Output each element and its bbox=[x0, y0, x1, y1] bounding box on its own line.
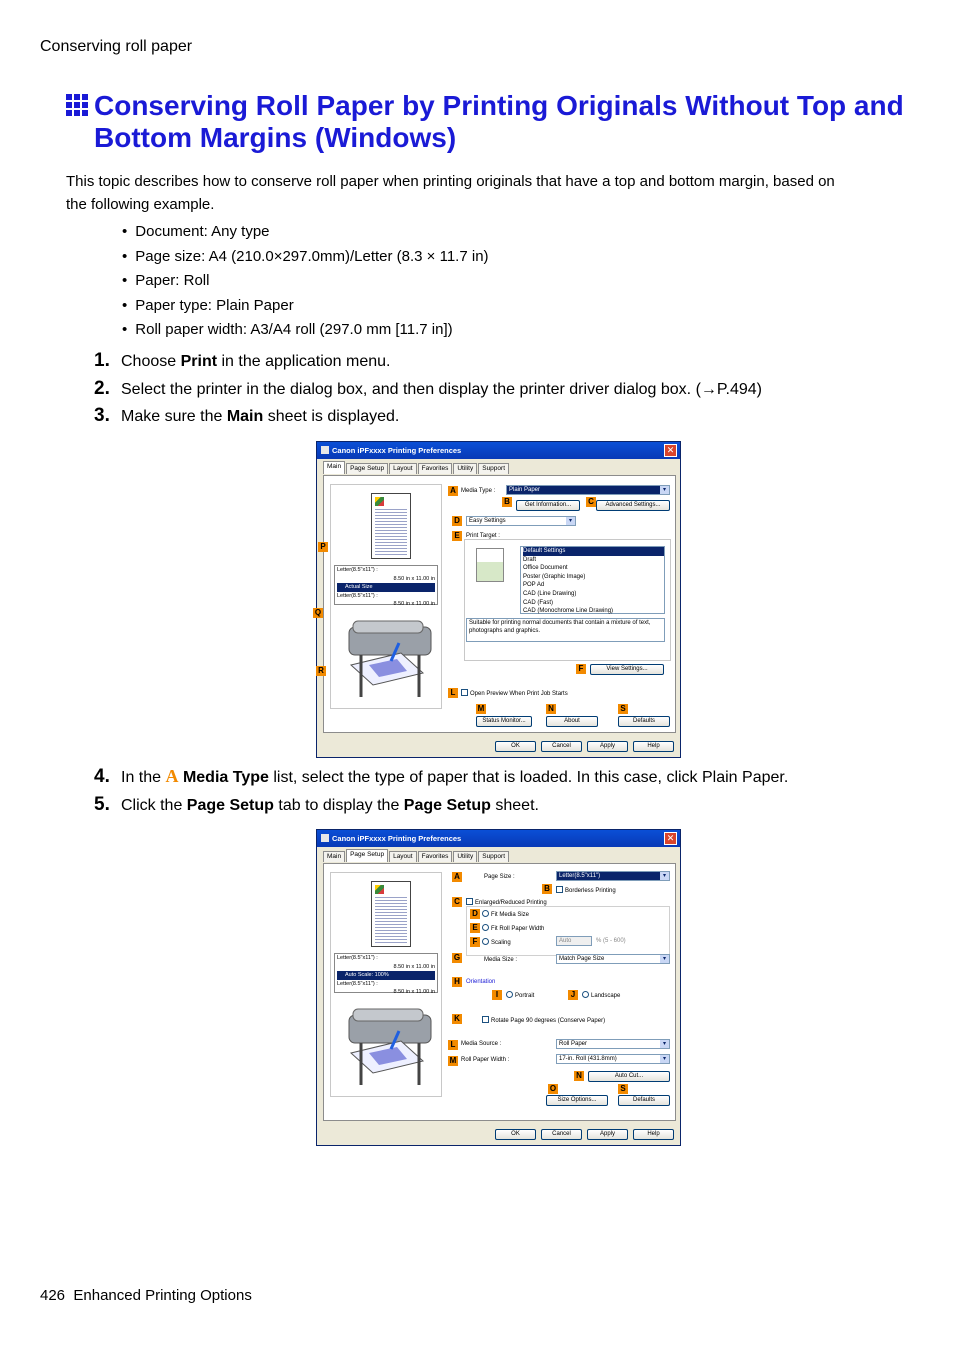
step-text: tab to display the bbox=[273, 797, 404, 814]
checkbox[interactable] bbox=[461, 689, 468, 696]
media-type-select[interactable] bbox=[506, 485, 670, 495]
step-text: Choose bbox=[121, 353, 181, 370]
preview-pane bbox=[330, 872, 442, 1097]
label-q: Q bbox=[314, 608, 322, 617]
page-footer bbox=[40, 1287, 252, 1304]
step-number: 1. bbox=[94, 350, 110, 371]
print-target-label: Print Target : bbox=[466, 533, 500, 539]
media-source-label: Media Source : bbox=[461, 1041, 502, 1047]
open-preview-checkbox[interactable] bbox=[461, 689, 568, 697]
media-size-select[interactable] bbox=[556, 954, 670, 964]
label-b: B bbox=[542, 884, 552, 894]
step-4 bbox=[94, 766, 788, 788]
step-number: 4. bbox=[94, 766, 110, 787]
printer-icon bbox=[321, 446, 329, 454]
size-options-button[interactable]: Size Options... bbox=[546, 1095, 608, 1106]
step-text: sheet. bbox=[490, 797, 539, 814]
callout-marker: A bbox=[165, 766, 179, 786]
label-c: C bbox=[586, 497, 596, 507]
checkbox[interactable] bbox=[482, 1016, 489, 1023]
dialog-title: Canon iPFxxxx Printing Preferences bbox=[332, 834, 462, 843]
apply-button[interactable]: Apply bbox=[587, 741, 628, 752]
cancel-button[interactable]: Cancel bbox=[541, 741, 582, 752]
step-text: sheet is displayed. bbox=[263, 408, 400, 425]
roll-width-label: Roll Paper Width : bbox=[461, 1057, 510, 1063]
radio[interactable] bbox=[582, 991, 589, 998]
printer-icon bbox=[321, 834, 329, 842]
fit-media-radio[interactable] bbox=[482, 910, 529, 918]
close-button[interactable]: ✕ bbox=[664, 832, 677, 845]
media-size-value: Match Page Size bbox=[559, 956, 605, 962]
defaults-button[interactable]: Defaults bbox=[618, 716, 670, 727]
running-header: Conserving roll paper bbox=[40, 38, 193, 55]
list-item: • Paper type: Plain Paper bbox=[120, 294, 489, 319]
roll-width-value: 17-in. Roll (431.8mm) bbox=[559, 1056, 617, 1062]
radio[interactable] bbox=[506, 991, 513, 998]
step-keyword: Page Setup bbox=[186, 797, 274, 814]
tab-strip bbox=[323, 463, 510, 474]
orientation-label: Orientation bbox=[466, 979, 496, 985]
page-title: Conserving Roll Paper by Printing Originals Without Top and Bottom Margins (Windows) bbox=[94, 90, 904, 153]
fit-roll-label: Fit Roll Paper Width bbox=[491, 926, 545, 932]
checkbox[interactable] bbox=[466, 898, 473, 905]
step-3 bbox=[94, 405, 399, 427]
label-l: L bbox=[448, 688, 458, 698]
tab-favorites[interactable]: Favorites bbox=[418, 463, 453, 474]
scaling-range: % (5 - 600) bbox=[596, 938, 626, 944]
tab-main[interactable]: Main bbox=[323, 851, 345, 862]
chevron-down-icon: ▾ bbox=[660, 872, 669, 880]
step-keyword: Page Setup bbox=[403, 797, 491, 814]
printer-illustration bbox=[341, 613, 437, 699]
step-text: Click the bbox=[121, 797, 187, 814]
advanced-settings-button[interactable]: Advanced Settings... bbox=[596, 500, 670, 511]
apply-button[interactable]: Apply bbox=[587, 1129, 628, 1140]
tab-utility[interactable]: Utility bbox=[453, 851, 477, 862]
media-source-value: Roll Paper bbox=[559, 1041, 588, 1047]
list-item: • Page size: A4 (210.0×297.0mm)/Letter (8.3 × 11.7 in) bbox=[120, 245, 489, 270]
label-f: F bbox=[576, 664, 586, 674]
landscape-radio[interactable] bbox=[582, 991, 620, 999]
label-p: P bbox=[318, 542, 328, 552]
list-item[interactable]: POP Ad bbox=[523, 582, 545, 589]
step-number: 2. bbox=[94, 378, 110, 399]
step-keyword: Main bbox=[226, 408, 264, 425]
label-m: M bbox=[477, 704, 485, 713]
tab-page-setup[interactable]: Page Setup bbox=[346, 463, 388, 474]
step-text: In the bbox=[121, 769, 166, 786]
enlarged-reduced-checkbox[interactable] bbox=[466, 898, 547, 906]
step-2 bbox=[94, 378, 762, 400]
tab-support[interactable]: Support bbox=[478, 463, 509, 474]
dialog-buttons bbox=[490, 741, 674, 752]
label-d: D bbox=[452, 516, 462, 526]
dialog-titlebar bbox=[317, 830, 680, 847]
rotate-label: Rotate Page 90 degrees (Conserve Paper) bbox=[491, 1018, 606, 1024]
tab-layout[interactable]: Layout bbox=[389, 463, 417, 474]
label-h: H bbox=[452, 977, 462, 987]
target-thumbnail bbox=[476, 548, 504, 582]
size-line: 8.50 in x 11.00 in bbox=[393, 989, 435, 995]
label-g: G bbox=[453, 953, 461, 962]
radio[interactable] bbox=[482, 910, 489, 917]
label-b: B bbox=[502, 497, 512, 507]
label-e: E bbox=[452, 531, 462, 541]
tab-favorites[interactable]: Favorites bbox=[418, 851, 453, 862]
page-setup-panel bbox=[323, 863, 676, 1121]
fit-roll-radio[interactable] bbox=[482, 924, 544, 932]
rotate-page-checkbox[interactable] bbox=[482, 1016, 605, 1024]
label-e: E bbox=[470, 923, 480, 933]
tab-layout[interactable]: Layout bbox=[389, 851, 417, 862]
label-a: A bbox=[448, 486, 458, 496]
label-a: A bbox=[452, 872, 462, 882]
step-number: 5. bbox=[94, 794, 110, 815]
step-keyword: Media Type bbox=[182, 769, 269, 786]
label-i: I bbox=[492, 990, 502, 1000]
get-information-button[interactable]: Get Information... bbox=[516, 500, 580, 511]
label-k: K bbox=[452, 1014, 462, 1024]
status-monitor-button[interactable]: Status Monitor... bbox=[476, 716, 532, 727]
page-size-label: Page Size : bbox=[484, 874, 515, 880]
dialog-titlebar bbox=[317, 442, 680, 459]
label-f: F bbox=[470, 937, 480, 947]
label-m: M bbox=[449, 1056, 457, 1065]
example-list bbox=[120, 220, 489, 343]
page-size-select[interactable] bbox=[556, 871, 670, 881]
printing-preferences-dialog-main bbox=[316, 441, 681, 758]
scaling-value: Auto bbox=[559, 938, 572, 944]
step-keyword: Print bbox=[180, 353, 218, 370]
portrait-label: Portrait bbox=[515, 993, 535, 999]
tab-main[interactable]: Main bbox=[323, 461, 345, 474]
step-5 bbox=[94, 794, 539, 816]
media-source-select[interactable] bbox=[556, 1039, 670, 1049]
ok-button[interactable]: OK bbox=[495, 741, 536, 752]
size-line: 8.50 in x 11.00 in bbox=[393, 963, 435, 970]
size-line: Letter(8.5"x11") : bbox=[337, 980, 378, 987]
scaling-input[interactable] bbox=[556, 936, 592, 946]
roll-width-select[interactable] bbox=[556, 1054, 670, 1064]
size-summary bbox=[334, 953, 438, 993]
size-line: Letter(8.5"x11") : bbox=[337, 567, 378, 573]
enlarged-label: Enlarged/Reduced Printing bbox=[475, 900, 547, 906]
size-line: 8.50 in x 11.00 in bbox=[393, 575, 435, 582]
list-item[interactable]: Office Document bbox=[523, 565, 568, 572]
auto-cut-button[interactable]: Auto Cut... bbox=[588, 1071, 670, 1082]
settings-mode-select[interactable] bbox=[466, 516, 576, 526]
tab-utility[interactable]: Utility bbox=[453, 463, 477, 474]
media-type-label: Media Type : bbox=[461, 488, 496, 494]
intro-paragraph: This topic describes how to conserve roll paper when printing originals that have a top and bottom margin, based on the following example. bbox=[66, 173, 835, 213]
close-button[interactable]: ✕ bbox=[664, 444, 677, 457]
ok-button[interactable]: OK bbox=[495, 1129, 536, 1140]
scaling-label: Scaling bbox=[491, 940, 511, 946]
label-j: J bbox=[568, 990, 578, 1000]
print-target-list[interactable] bbox=[520, 546, 665, 614]
scale-mode: Auto Scale: 100% bbox=[337, 971, 435, 980]
settings-mode-value: Easy Settings bbox=[469, 518, 506, 524]
borderless-label: Borderless Printing bbox=[565, 888, 616, 894]
size-line: Letter(8.5"x11") : bbox=[337, 592, 378, 599]
list-item[interactable]: Default Settings bbox=[523, 547, 664, 556]
chevron-down-icon: ▾ bbox=[660, 486, 669, 494]
view-settings-button[interactable]: View Settings... bbox=[590, 664, 664, 675]
chevron-down-icon: ▾ bbox=[660, 955, 669, 963]
portrait-radio[interactable] bbox=[506, 991, 534, 999]
scaling-radio[interactable] bbox=[482, 938, 511, 946]
step-number: 3. bbox=[94, 405, 110, 426]
page-size-value: Letter(8.5"x11") bbox=[559, 873, 601, 879]
chevron-down-icon: ▾ bbox=[566, 517, 575, 525]
list-item[interactable]: Draft bbox=[523, 556, 537, 563]
size-line: 8.50 in x 11.00 in bbox=[393, 601, 435, 607]
size-summary bbox=[334, 565, 438, 605]
step-text: in the application menu. bbox=[217, 353, 391, 370]
label-d: D bbox=[470, 909, 480, 919]
radio[interactable] bbox=[482, 938, 489, 945]
list-item[interactable]: CAD (Line Drawing) bbox=[523, 590, 577, 597]
page-number: 426 bbox=[40, 1287, 66, 1304]
step-1 bbox=[94, 350, 391, 372]
help-button[interactable]: Help bbox=[633, 1129, 674, 1140]
list-item[interactable]: CAD (Fast) bbox=[523, 599, 553, 606]
list-item[interactable]: Poster (Graphic Image) bbox=[523, 573, 586, 580]
defaults-button[interactable]: Defaults bbox=[618, 1095, 670, 1106]
label-o: O bbox=[549, 1084, 557, 1093]
step-text: Make sure the bbox=[121, 408, 227, 425]
grid-icon bbox=[66, 94, 88, 116]
radio[interactable] bbox=[482, 924, 489, 931]
list-item: • Roll paper width: A3/A4 roll (297.0 mm [11.7 in]) bbox=[120, 318, 489, 343]
borderless-checkbox[interactable] bbox=[556, 886, 616, 894]
label-s: S bbox=[618, 704, 628, 714]
scale-mode: Actual Size bbox=[337, 583, 435, 592]
printer-illustration bbox=[341, 1001, 437, 1087]
step-text: Select the printer in the dialog box, and then display the printer driver dialog box. (→P.494) bbox=[121, 381, 762, 398]
main-sheet-panel bbox=[314, 475, 676, 733]
dialog-buttons bbox=[490, 1129, 674, 1140]
cancel-button[interactable]: Cancel bbox=[541, 1129, 582, 1140]
page-preview bbox=[371, 493, 411, 559]
preview-pane bbox=[330, 484, 442, 709]
tab-strip bbox=[323, 851, 510, 862]
size-line: Letter(8.5"x11") : bbox=[337, 955, 378, 961]
chevron-down-icon: ▾ bbox=[660, 1055, 669, 1063]
dialog-title: Canon iPFxxxx Printing Preferences bbox=[332, 446, 462, 455]
label-n: N bbox=[546, 704, 556, 714]
footer-section: Enhanced Printing Options bbox=[73, 1287, 252, 1304]
description-box: Suitable for printing normal documents that contain a mixture of text, photographs and graphics. bbox=[466, 618, 665, 642]
help-button[interactable]: Help bbox=[633, 741, 674, 752]
open-preview-label: Open Preview When Print Job Starts bbox=[470, 691, 568, 697]
label-c: C bbox=[452, 897, 462, 907]
printing-preferences-dialog-page-setup bbox=[316, 829, 681, 1146]
label-s: S bbox=[618, 1084, 628, 1094]
tab-page-setup[interactable]: Page Setup bbox=[346, 849, 388, 862]
about-button[interactable]: About bbox=[546, 716, 598, 727]
chevron-down-icon: ▾ bbox=[660, 1040, 669, 1048]
list-item: • Paper: Roll bbox=[120, 269, 489, 294]
label-n: N bbox=[574, 1071, 584, 1081]
list-item: • Document: Any type bbox=[120, 220, 489, 245]
step-text: list, select the type of paper that is loaded. In this case, click Plain Paper. bbox=[268, 769, 789, 786]
page-preview bbox=[371, 881, 411, 947]
tab-support[interactable]: Support bbox=[478, 851, 509, 862]
label-r: R bbox=[316, 666, 326, 676]
media-type-value: Plain Paper bbox=[509, 487, 541, 493]
section-title-block bbox=[66, 90, 906, 154]
checkbox[interactable] bbox=[556, 886, 563, 893]
landscape-label: Landscape bbox=[591, 993, 621, 999]
list-item[interactable]: CAD (Monochrome Line Drawing) bbox=[523, 608, 614, 615]
fit-media-label: Fit Media Size bbox=[491, 912, 530, 918]
label-l: L bbox=[448, 1040, 458, 1050]
media-size-label: Media Size : bbox=[484, 957, 518, 963]
